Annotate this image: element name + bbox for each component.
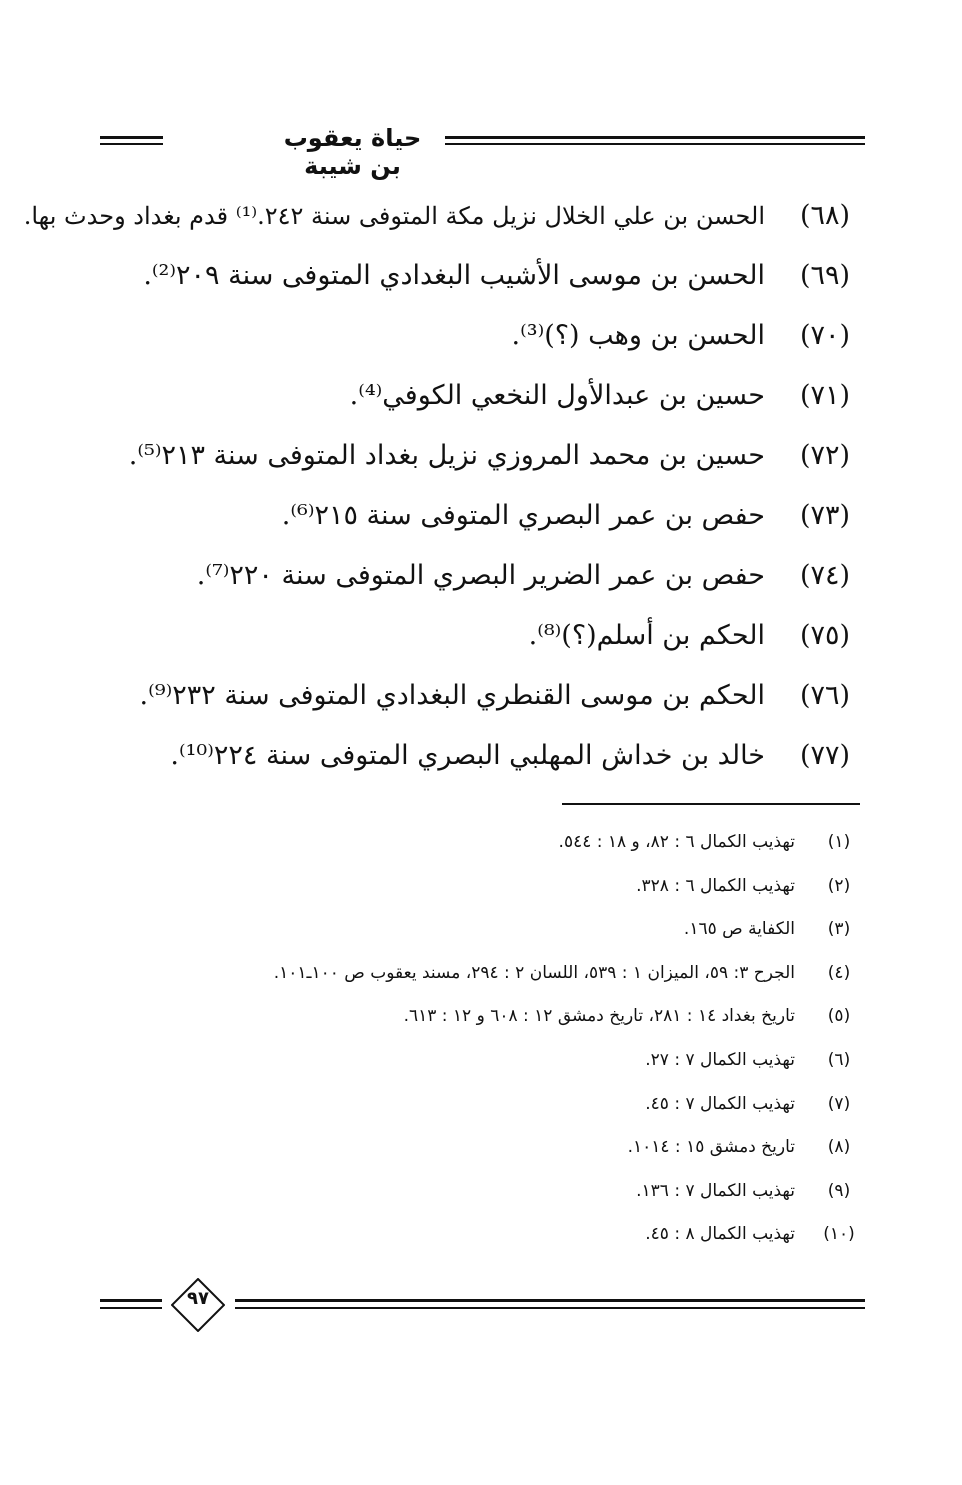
footnote-text: تهذيب الكمال ٧ : ٤٥. [645,1093,795,1114]
entry-number: (٧١) [799,380,851,411]
page-footer [100,1278,865,1338]
entry-text: حفص بن عمر الضرير البصري المتوفى سنة ٢٢٠⁽⁷⁾. [196,560,765,591]
footnote-text: تهذيب الكمال ٧ : ١٣٦. [636,1180,795,1201]
entry-number: (٦٩) [799,260,851,291]
entry-number: (٧٧) [799,740,851,771]
header-rule-left [100,136,163,145]
footnote-text: تاريخ بغداد ١٤ : ٢٨١، تاريخ دمشق ١٢ : ٦٠٨ و ١٢ : ٦١٣. [403,1006,795,1027]
entry-text: حفص بن عمر البصري المتوفى سنة ٢١٥⁽⁶⁾. [281,500,765,531]
entry-text: خالد بن خداش المهلبي البصري المتوفى سنة ٢٢٤⁽¹⁰⁾. [170,740,765,771]
entry-text: الحسن بن موسى الأشيب البغدادي المتوفى سنة ٢٠٩⁽²⁾. [143,260,765,291]
footnote [160,1084,860,1128]
footnote-text: تاريخ دمشق ١٥ : ١٠١٤. [627,1137,795,1158]
footnote-number: (١) [827,832,851,852]
list-item [130,490,855,550]
footnote-text: تهذيب الكمال ٨ : ٤٥. [645,1224,795,1245]
footnote-number: (٣) [827,919,851,940]
entry-text: الحسن بن علي الخلال نزيل مكة المتوفى سنة ٢٤٢.⁽¹⁾ قدم بغداد وحدث بها. [23,202,765,230]
narrator-list [23,190,855,790]
header-rule-right [445,136,865,145]
list-item [130,370,855,430]
list-item [130,430,855,490]
footnote [160,1214,860,1258]
footnote [160,996,860,1040]
entry-number: (٧٤) [799,560,851,591]
footnote-number: (٤) [827,962,851,983]
running-header-title: حياة يعقوب بن شيبة [283,124,422,180]
entry-number: (٧٥) [799,620,851,651]
footnote-number: (٨) [827,1137,851,1158]
list-item [130,730,855,790]
entry-text: الحكم بن موسى القنطري البغدادي المتوفى سنة ٢٣٢⁽⁹⁾. [139,680,765,711]
footnote-number: (٩) [827,1180,851,1201]
footnote-text: الكفاية ص ١٦٥. [683,919,795,940]
footnote-text: الجرح ٣: ٥٩، الميزان ١ : ٥٣٩، اللسان ٢ : ٢٩٤، مسند يعقوب ص ١٠٠ـ١٠١. [273,962,795,983]
list-item [130,610,855,670]
entry-number: (٧٠) [799,320,851,351]
footnote [160,866,860,910]
page-number: ٩٧ [187,1288,209,1309]
footnote [160,1127,860,1171]
entry-number: (٦٨) [799,200,851,231]
footnote-text: تهذيب الكمال ٦ : ٨٢، و ١٨ : ٥٤٤. [558,832,795,852]
footnotes [160,822,860,1258]
entry-text: حسين بن عبدالأول النخعي الكوفي⁽⁴⁾. [349,380,765,411]
footnote-number: (٧) [827,1093,851,1114]
entry-text: الحسن بن وهب (؟)⁽³⁾. [511,320,765,351]
footnote-separator [562,803,860,805]
list-item [130,670,855,730]
footnote [160,1171,860,1215]
list-item [130,250,855,310]
footnote-number: (٥) [827,1006,851,1027]
footnote [160,822,860,866]
entry-text: الحكم بن أسلم(؟)⁽⁸⁾. [528,620,765,651]
running-header [100,122,865,180]
footnote-text: تهذيب الكمال ٦ : ٣٢٨. [636,875,795,896]
footnote [160,953,860,997]
entry-number: (٧٦) [799,680,851,711]
list-item [23,190,855,250]
list-item [130,550,855,610]
footnote [160,909,860,953]
footnote-text: تهذيب الكمال ٧ : ٢٧. [645,1049,795,1070]
list-item [130,310,855,370]
footer-rule-left [100,1299,162,1309]
footnote [160,1040,860,1084]
footnote-number: (٦) [827,1049,851,1070]
footer-rule-right [235,1299,865,1309]
entry-number: (٧٢) [799,440,851,471]
footnote-number: (١٠) [823,1224,855,1245]
entry-text: حسين بن محمد المروزي نزيل بغداد المتوفى سنة ٢١٣⁽⁵⁾. [128,440,765,471]
entry-number: (٧٣) [799,500,851,531]
footnote-number: (٢) [827,875,851,896]
